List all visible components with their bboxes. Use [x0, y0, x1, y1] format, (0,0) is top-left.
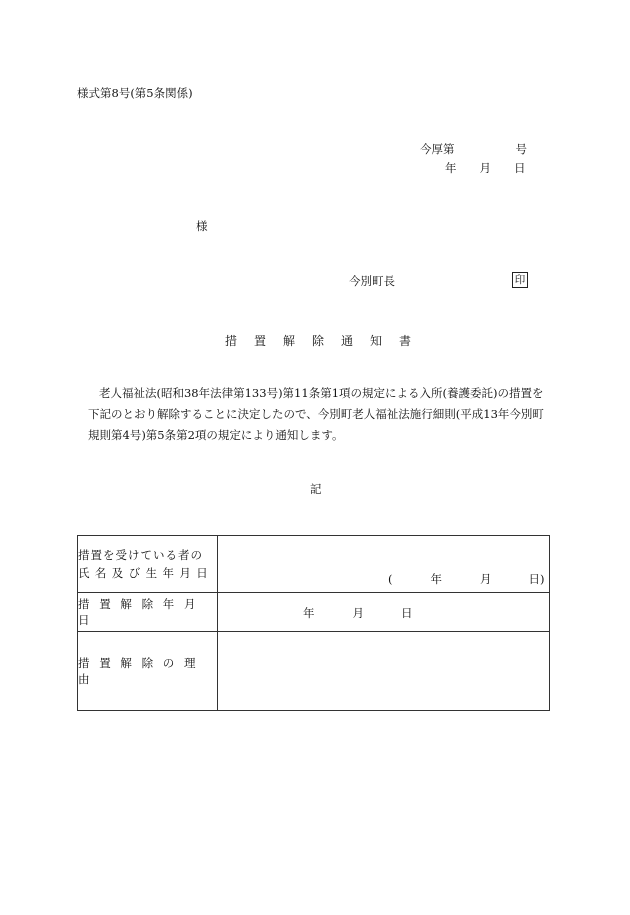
cancel-reason-value-cell[interactable]: [218, 632, 550, 711]
cancel-month: 月: [352, 606, 364, 620]
body-paragraph: 老人福祉法(昭和38年法律第133号)第11条第1項の規定による入所(養護委託)の措置を下記のとおり解除することに決定したので、今別町老人福祉法施行細則(平成13年今別町規則第4号)第5条第2項の規定により通知します。: [88, 386, 544, 442]
issue-date-day: 日: [514, 161, 526, 175]
cancel-day: 日: [401, 606, 413, 620]
birth-day: 日): [528, 572, 545, 586]
cancel-reason-label-cell: [78, 632, 218, 711]
sender-name: 今別町長: [349, 274, 395, 288]
recipient-label-line1: 措置を受けている者の: [78, 548, 203, 562]
issue-date: [445, 160, 526, 176]
table-row: [78, 593, 550, 632]
issue-date-month: 月: [479, 161, 491, 175]
cancel-date-label: 措置解除年月日: [78, 597, 206, 627]
table-row: [78, 632, 550, 711]
open-paren: (: [388, 572, 393, 586]
doc-number-suffix: 号: [515, 142, 527, 156]
document-number: [420, 141, 527, 157]
details-table: [77, 535, 550, 711]
document-title: 措置解除通知書: [225, 334, 429, 348]
issue-date-year: 年: [445, 161, 457, 175]
cancel-date-label-cell: [78, 593, 218, 632]
birthdate-field: [388, 571, 545, 587]
form-number: 様式第8号(第5条関係): [77, 86, 193, 100]
cancel-reason-label: 措置解除の理由: [78, 656, 206, 686]
birth-year: 年: [430, 572, 442, 586]
cancel-date-field: [303, 605, 413, 621]
table-row: [78, 536, 550, 593]
cancel-year: 年: [303, 606, 315, 620]
recipient-label-line2: 氏名及び生年月日: [78, 566, 214, 580]
birth-month: 月: [480, 572, 492, 586]
recipient-label-cell: [78, 536, 218, 593]
cancel-date-value-cell[interactable]: [218, 593, 550, 632]
ki-heading: 記: [310, 482, 322, 496]
seal-mark: 印: [512, 272, 528, 288]
recipient-value-cell[interactable]: [218, 536, 550, 593]
recipient-suffix: 様: [196, 219, 208, 233]
doc-number-prefix: 今厚第: [420, 142, 455, 156]
